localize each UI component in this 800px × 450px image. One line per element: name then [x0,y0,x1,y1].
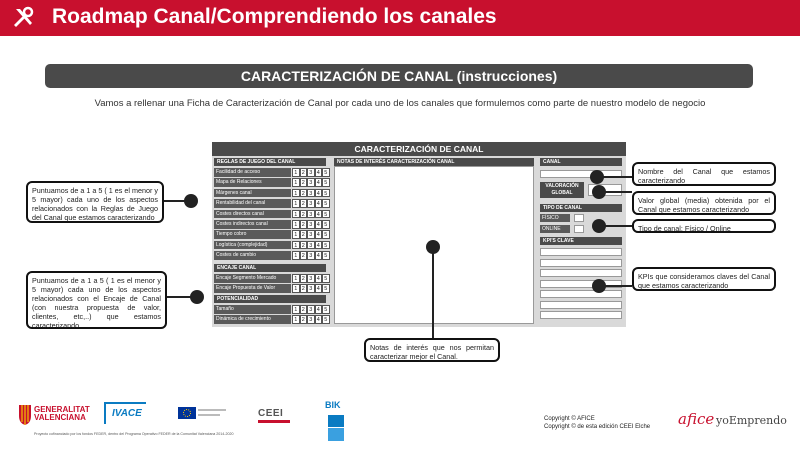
copyright-ceei: Copyright © de esta edición CEEI Elche [544,423,651,430]
type-physical-checkbox[interactable] [574,214,584,222]
score-group [292,210,330,219]
form-row-label: Dinámica de crecimiento [214,315,291,324]
bik-cube-icon [326,413,346,443]
score-box[interactable]: 2 [300,189,308,198]
copyright-afice: Copyright © AFICE [544,416,595,422]
kpi-field[interactable] [540,301,622,309]
form-row-label: Costes directos canal [214,210,291,219]
funds-note: Proyecto cofinanciado por los fondos FEDER, dentro del Programa Operativo FEDER de la Comunitat Valenciana 2014-2020 [34,432,234,436]
score-box[interactable]: 5 [322,315,330,324]
form-row-label: Mapa de Relaciones [214,178,291,187]
form-title: CARACTERIZACIÓN DE CANAL [212,142,626,156]
score-box[interactable]: 5 [322,220,330,229]
kpi-field[interactable] [540,269,622,277]
marker-valuation [592,185,606,199]
score-box[interactable]: 1 [292,220,300,229]
callout-type: Tipo de canal: Físico / Online [632,219,776,233]
logo-yoemprendo: yoEmprendo [716,414,787,427]
score-box[interactable]: 4 [315,241,323,250]
canal-header: CANAL [540,158,622,166]
ceei-underline [258,420,290,423]
callout-valuation: Valor global (media) obtenida por el Canal que estamos caracterizando [632,191,776,215]
score-group [292,220,330,229]
copyright [544,416,650,432]
rules-header: REGLAS DE JUEGO DEL CANAL [214,158,326,166]
type-online-checkbox[interactable] [574,225,584,233]
score-box[interactable]: 2 [300,178,308,187]
score-box[interactable]: 4 [315,168,323,177]
marker-fit [190,290,204,304]
score-box[interactable]: 1 [292,189,300,198]
score-box[interactable]: 5 [322,168,330,177]
form-row-label: Logística (complejidad) [214,241,291,250]
gva-shield-icon [18,404,32,426]
score-box[interactable]: 3 [307,274,315,283]
score-box[interactable]: 5 [322,210,330,219]
score-box[interactable]: 2 [300,251,308,260]
score-box[interactable]: 1 [292,251,300,260]
kpi-header: KPI'S CLAVE [540,237,622,245]
marker-name [590,170,604,184]
callout-fit: Puntuamos de a 1 a 5 ( 1 es el menor y 5 mayor) cada uno de los aspectos relacionados con el Encaje de Canal (con nuestra propuesta de valor, clientes, etc,..) que estamos caracterizando [26,271,167,329]
score-box[interactable]: 3 [307,220,315,229]
potential-header: POTENCIALIDAD [214,295,326,303]
score-box[interactable]: 3 [307,189,315,198]
score-box[interactable]: 2 [300,199,308,208]
score-box[interactable]: 2 [300,241,308,250]
score-box[interactable]: 5 [322,241,330,250]
form-row-label: Costes indirectos canal [214,220,291,229]
type-physical-label: FÍSICO [540,214,570,222]
callout-rules: Puntuamos de a 1 a 5 ( 1 es el menor y 5 mayor) cada uno de los aspectos relacionados con la Reglas de Juego del Canal que estamos caracterizando [26,181,164,223]
score-group [292,251,330,260]
score-box[interactable]: 2 [300,210,308,219]
kpi-field[interactable] [540,248,622,256]
score-box[interactable]: 3 [307,230,315,239]
kpi-field[interactable] [540,290,622,298]
score-group [292,178,330,187]
score-box[interactable]: 1 [292,274,300,283]
callout-kpis: KPIs que consideramos claves del Canal que estamos caracterizando [632,267,776,291]
form-row-label: Encaje Segmento Mercado [214,274,291,283]
form-row-label: Tiempo cobro [214,230,291,239]
score-box[interactable]: 3 [307,210,315,219]
score-box[interactable]: 2 [300,315,308,324]
eu-text-line [198,414,220,416]
marker-type [592,219,606,233]
score-group [292,199,330,208]
score-box[interactable]: 5 [322,199,330,208]
score-box[interactable]: 4 [315,189,323,198]
score-box[interactable]: 3 [307,251,315,260]
marker-kpis [592,279,606,293]
score-box[interactable]: 3 [307,178,315,187]
logo-ceei: CEEI [258,408,284,419]
form-row-label: Costes de cambio [214,251,291,260]
score-box[interactable]: 1 [292,230,300,239]
score-group [292,230,330,239]
score-box[interactable]: 4 [315,230,323,239]
score-box[interactable]: 2 [300,274,308,283]
score-box[interactable]: 4 [315,305,323,314]
score-box[interactable]: 5 [322,230,330,239]
form-row-label: Tamaño [214,305,291,314]
score-group [292,168,330,177]
tools-icon [10,5,36,31]
notes-header: NOTAS DE INTERÉS CARACTERIZACIÓN CANAL [334,158,534,166]
eu-text-line [198,409,226,411]
logo-gva: GENERALITAT VALENCIANA [34,405,90,423]
score-box[interactable]: 4 [315,284,323,293]
logo-ivace: IVACE [112,408,142,419]
score-box[interactable]: 5 [322,178,330,187]
intro-text: Vamos a rellenar una Ficha de Caracterización de Canal por cada uno de los canales que formulemos como parte de nuestro modelo de negocio [94,98,706,109]
score-box[interactable]: 4 [315,251,323,260]
form-row-label: Encaje Propuesta de Valor [214,284,291,293]
score-box[interactable]: 4 [315,220,323,229]
score-box[interactable]: 2 [300,305,308,314]
score-box[interactable]: 3 [307,284,315,293]
fit-header: ENCAJE CANAL [214,264,326,272]
score-group [292,274,330,283]
score-box[interactable]: 2 [300,168,308,177]
score-group [292,241,330,250]
type-header: TIPO DE CANAL [540,204,622,212]
score-box[interactable]: 4 [315,199,323,208]
score-box[interactable]: 3 [307,199,315,208]
score-group [292,305,330,314]
connector-notes [432,248,434,340]
callout-notes: Notas de interés que nos permitan caracterizar mejor el Canal. [364,338,500,362]
score-box[interactable]: 4 [315,315,323,324]
score-box[interactable]: 1 [292,284,300,293]
form-row-label: Márgenes canal [214,189,291,198]
kpi-field[interactable] [540,259,622,267]
marker-notes [426,240,440,254]
eu-flag-icon [178,407,196,419]
score-box[interactable]: 2 [300,230,308,239]
score-box[interactable]: 3 [307,241,315,250]
score-box[interactable]: 1 [292,305,300,314]
score-box[interactable]: 3 [307,315,315,324]
form-row-label: Facilidad de acceso [214,168,291,177]
type-online-label: ONLINE [540,225,570,233]
score-group [292,189,330,198]
score-box[interactable]: 5 [322,284,330,293]
kpi-field[interactable] [540,311,622,319]
score-group [292,284,330,293]
logo-bik: BIK [325,400,341,410]
score-box[interactable]: 5 [322,251,330,260]
marker-rules [184,194,198,208]
score-box[interactable]: 5 [322,189,330,198]
score-box[interactable]: 2 [300,220,308,229]
logo-afice: afice [678,410,715,428]
score-box[interactable]: 5 [322,305,330,314]
score-box[interactable]: 4 [315,178,323,187]
score-box[interactable]: 1 [292,178,300,187]
callout-name: Nombre del Canal que estamos caracterizando [632,162,776,186]
score-box[interactable]: 1 [292,210,300,219]
score-box[interactable]: 1 [292,241,300,250]
score-box[interactable]: 3 [307,305,315,314]
form-row-label: Rentabilidad del canal [214,199,291,208]
score-box[interactable]: 2 [300,284,308,293]
score-box[interactable]: 4 [315,274,323,283]
score-box[interactable]: 1 [292,315,300,324]
score-box[interactable]: 4 [315,210,323,219]
score-box[interactable]: 5 [322,274,330,283]
section-banner: CARACTERIZACIÓN DE CANAL (instrucciones) [45,64,753,88]
score-box[interactable]: 1 [292,199,300,208]
score-box[interactable]: 1 [292,168,300,177]
score-box[interactable]: 3 [307,168,315,177]
score-group [292,315,330,324]
page-title: Roadmap Canal/Comprendiendo los canales [52,5,497,28]
valuation-header: VALORACIÓN GLOBAL [540,182,584,198]
